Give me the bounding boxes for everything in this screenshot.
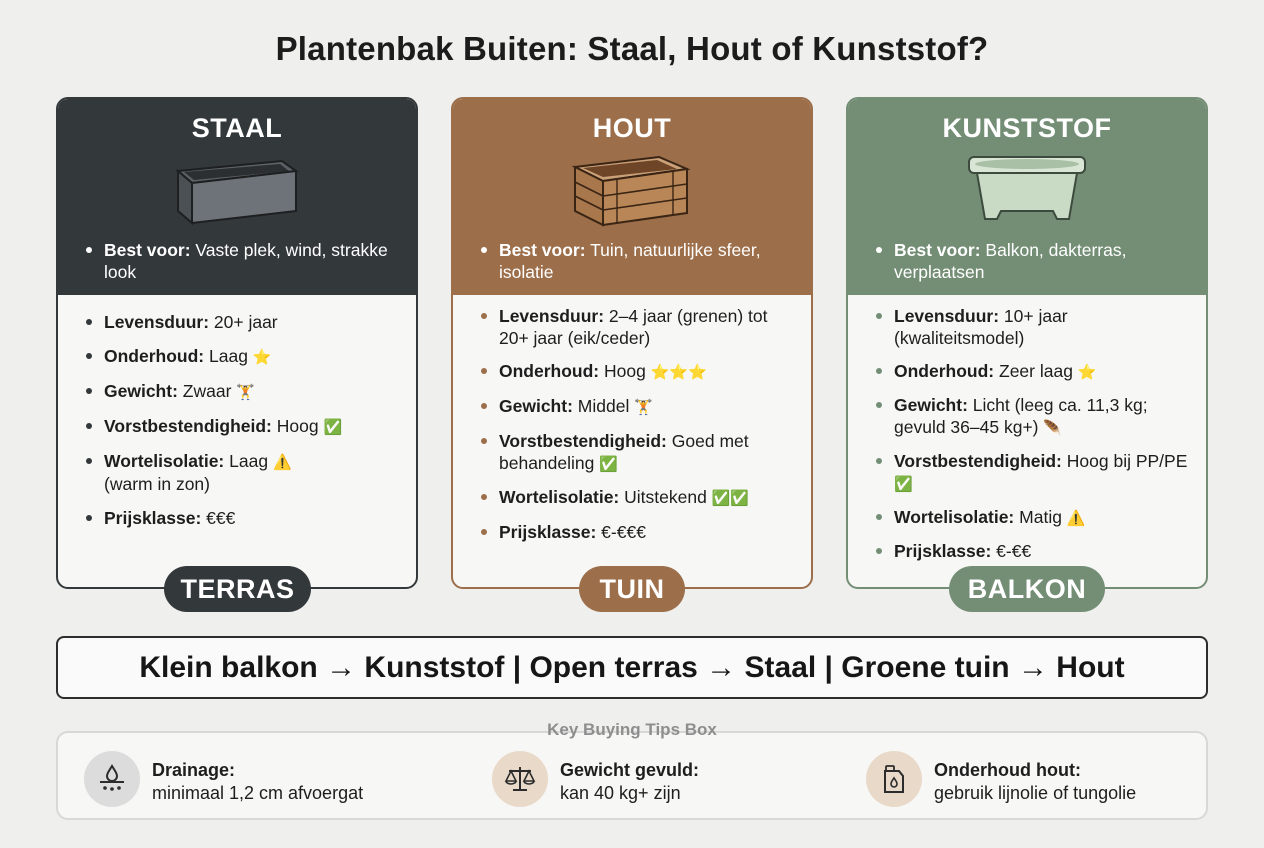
tip-text: Gewicht gevuld: kan 40 kg+ zijn — [560, 760, 700, 803]
badge-terras: TERRAS — [164, 566, 311, 612]
star-icon: ⭐ — [252, 348, 272, 366]
tips-heading: Key Buying Tips Box — [547, 720, 717, 739]
scale-icon — [492, 751, 548, 807]
list-item: Levensduur: 2–4 jaar (grenen) tot 20+ jaar (eik/ceder) — [479, 305, 797, 349]
list-item: Vorstbestendigheid: Hoog bij PP/PE ✅ — [874, 450, 1192, 495]
list-item: Vorstbestendigheid: Hoog ✅ — [84, 415, 402, 438]
list-item: Gewicht: Licht (leeg ca. 11,3 kg; gevuld 36–45 kg+) 🪶 — [874, 394, 1192, 439]
list-item: Vorstbestendigheid: Goed met behandeling ✅ — [479, 430, 797, 475]
card-header — [848, 99, 1206, 295]
check-icon: ✅ — [599, 455, 618, 473]
list-item: Wortelisolatie: Uitstekend ✅✅ — [479, 486, 797, 509]
badge-balkon: BALKON — [949, 566, 1105, 612]
warning-icon: ⚠️ — [272, 453, 292, 471]
list-item: Levensduur: 20+ jaar — [84, 311, 402, 333]
badge-tuin: TUIN — [579, 566, 685, 612]
list-item: Levensduur: 10+ jaar (kwaliteitsmodel) — [874, 305, 1192, 349]
tip-text: Onderhoud hout: gebruik lijnolie of tungolie — [934, 760, 1137, 803]
list-item: Onderhoud: Hoog ⭐⭐⭐ — [479, 360, 797, 383]
page-title: Plantenbak Buiten: Staal, Hout of Kunststof? — [275, 30, 989, 67]
weight-icon: 🏋 — [236, 383, 255, 401]
card-staal — [56, 97, 418, 589]
feather-icon: 🪶 — [1043, 419, 1063, 437]
warning-icon: ⚠️ — [1066, 509, 1086, 527]
list-item: Onderhoud: Zeer laag ⭐ — [874, 360, 1192, 383]
card-header — [58, 99, 416, 295]
best-for: Best voor: Vaste plek, wind, strakke look — [84, 239, 396, 283]
oil-can-icon — [866, 751, 922, 807]
check-icon: ✅✅ — [711, 489, 750, 507]
list-item: Gewicht: Middel 🏋 — [479, 395, 797, 418]
best-for: Best voor: Balkon, dakterras, verplaatsen — [874, 239, 1186, 283]
card-title: STAAL — [191, 113, 283, 143]
card-header — [453, 99, 811, 295]
steel-planter-icon — [170, 153, 304, 227]
star-icon: ⭐ — [1077, 363, 1097, 381]
list-item: Gewicht: Zwaar 🏋 — [84, 380, 402, 403]
card-title: HOUT — [592, 113, 672, 143]
list-item: Wortelisolatie: Matig ⚠️ — [874, 506, 1192, 529]
check-icon: ✅ — [894, 475, 913, 493]
star-icon: ⭐⭐⭐ — [650, 363, 707, 381]
list-item: Onderhoud: Laag ⭐ — [84, 345, 402, 368]
check-icon: ✅ — [323, 418, 343, 436]
drainage-icon — [84, 751, 140, 807]
list-item: Prijsklasse: €-€€€ — [479, 521, 797, 543]
list-item: Wortelisolatie: Laag ⚠️ (warm in zon) — [84, 450, 402, 495]
list-item: Prijsklasse: €€€ — [84, 507, 402, 529]
card-hout — [451, 97, 813, 589]
property-list — [874, 305, 1192, 562]
best-for: Best voor: Tuin, natuurlijke sfeer, isolatie — [479, 239, 791, 283]
weight-icon: 🏋 — [634, 398, 653, 416]
card-title: KUNSTSTOF — [942, 113, 1112, 143]
tips-box — [56, 731, 1208, 820]
tip-text: Drainage: minimaal 1,2 cm afvoergat — [152, 760, 364, 803]
property-list — [84, 311, 402, 529]
summary-banner: Klein balkon → Kunststof | Open terras → Staal | Groene tuin → Hout — [56, 636, 1208, 699]
list-item: Prijsklasse: €-€€ — [874, 540, 1192, 562]
plastic-planter-icon — [965, 153, 1089, 227]
wooden-crate-icon — [569, 153, 695, 229]
property-list — [479, 305, 797, 543]
card-kunststof — [846, 97, 1208, 589]
